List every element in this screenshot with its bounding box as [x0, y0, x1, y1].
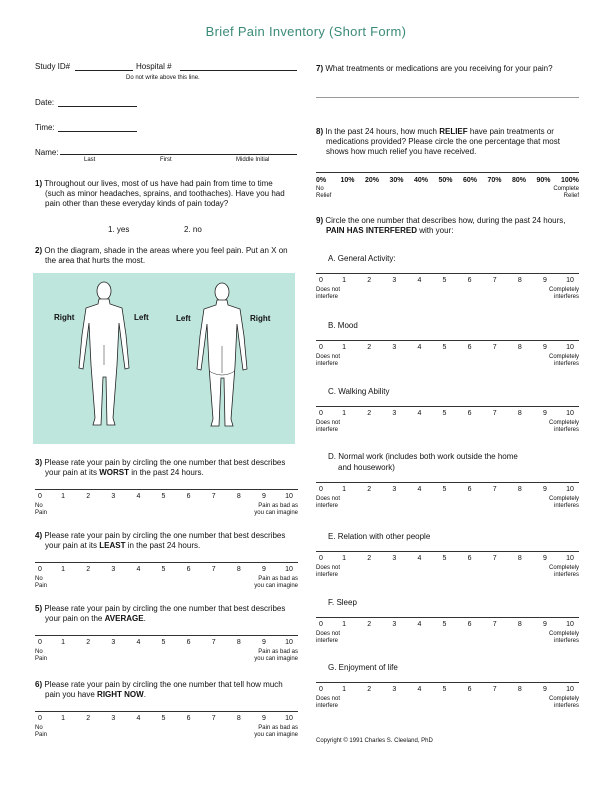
q9c-high-anchor-line1: Completely	[548, 420, 579, 426]
q9g-low-anchor-line1: Does not	[316, 696, 341, 702]
q9c-option-3[interactable]: 3	[392, 410, 397, 417]
q5-option-8[interactable]: 8	[236, 639, 241, 646]
q9e-high-anchor-line1: Completely	[548, 565, 579, 571]
q9d-option-7[interactable]: 7	[492, 486, 497, 493]
name-last-caption: Last	[84, 157, 96, 163]
q9c-low-anchor-line2: interfere	[316, 427, 339, 433]
q8-option-20pct[interactable]: 20%	[365, 177, 380, 184]
q8-low-anchor-line2: Relief	[316, 193, 332, 199]
q9-item-b-label-line1: B. Mood	[328, 321, 358, 330]
q4-high-anchor-line1: Pain as bad as	[258, 576, 298, 582]
q9d-option-0[interactable]: 0	[319, 486, 323, 493]
q9a-option-0[interactable]: 0	[319, 277, 323, 284]
q9d-option-4[interactable]: 4	[417, 486, 422, 493]
q6-option-10[interactable]: 10	[285, 715, 293, 722]
q9-item-b-label	[328, 320, 358, 331]
q3-option-6[interactable]: 6	[186, 493, 191, 500]
q9g-option-5[interactable]: 5	[442, 686, 447, 693]
q9f-option-9[interactable]: 9	[542, 621, 547, 628]
question-5: 5) Please rate your pain by circling the one number that best describes your pain on the AVERAGE.	[35, 604, 286, 623]
q4-option-0[interactable]: 0	[38, 566, 42, 573]
q9b-option-2[interactable]: 2	[367, 344, 372, 351]
q5-option-1[interactable]: 1	[61, 639, 66, 646]
q9d-low-anchor-line1: Does not	[316, 496, 341, 502]
q9e-high-anchor-line2: interferes	[553, 572, 579, 578]
q6-option-7[interactable]: 7	[211, 715, 216, 722]
q9-item-g-label-line1: G. Enjoyment of life	[328, 663, 398, 672]
q9a-option-6[interactable]: 6	[467, 277, 472, 284]
q9c-option-4[interactable]: 4	[417, 410, 422, 417]
q5-rating-scale[interactable]	[35, 639, 298, 667]
q1-option-yes[interactable]: 1. yes	[108, 225, 130, 234]
question-3: 3) Please rate your pain by circling the one number that best describes your pain at its WORST in the past 24 hours.	[35, 458, 286, 477]
q9a-option-5[interactable]: 5	[442, 277, 447, 284]
q9-item-g-divider	[316, 682, 579, 683]
q9e-option-4[interactable]: 4	[417, 555, 422, 562]
q9f-option-3[interactable]: 3	[392, 621, 397, 628]
q6-option-2[interactable]: 2	[86, 715, 91, 722]
q9-item-b-scale[interactable]	[316, 344, 579, 372]
q6-option-0[interactable]: 0	[38, 715, 42, 722]
q9d-option-9[interactable]: 9	[542, 486, 547, 493]
q5-high-anchor-line2: you can imagine	[254, 656, 298, 662]
hospital-label: Hospital #	[136, 62, 172, 71]
q9g-option-8[interactable]: 8	[517, 686, 522, 693]
q4-low-anchor	[35, 576, 47, 590]
q9-item-f-divider	[316, 617, 579, 618]
q4-low-anchor-line2: Pain	[35, 583, 48, 589]
q9e-option-5[interactable]: 5	[442, 555, 447, 562]
q9a-option-3[interactable]: 3	[392, 277, 397, 284]
q5-low-anchor-line1: No	[35, 649, 43, 655]
q9e-option-10[interactable]: 10	[566, 555, 574, 562]
q9-item-g-label	[328, 662, 398, 673]
q9g-option-10[interactable]: 10	[566, 686, 574, 693]
q9e-option-6[interactable]: 6	[467, 555, 472, 562]
q8-option-60pct[interactable]: 60%	[463, 177, 478, 184]
q9e-option-0[interactable]: 0	[319, 555, 323, 562]
q5-low-anchor	[35, 649, 47, 663]
q9a-low-anchor-line1: Does not	[316, 287, 341, 293]
q8-option-100pct[interactable]: 100%	[561, 177, 579, 184]
q9b-low-anchor-line2: interfere	[316, 361, 339, 367]
q3-high-anchor-line2: you can imagine	[254, 510, 298, 516]
q9-item-c-label	[328, 386, 390, 397]
q8-low-anchor-line1: No	[316, 186, 324, 192]
q9f-option-8[interactable]: 8	[517, 621, 522, 628]
body-outline-figures	[33, 273, 295, 444]
q9-item-c-scale[interactable]	[316, 410, 579, 438]
q9c-option-7[interactable]: 7	[492, 410, 497, 417]
q3-high-anchor	[254, 503, 298, 517]
q9e-low-anchor-line1: Does not	[316, 565, 341, 571]
q3-option-7[interactable]: 7	[211, 493, 216, 500]
q9d-option-1[interactable]: 1	[342, 486, 347, 493]
q9e-option-8[interactable]: 8	[517, 555, 522, 562]
q4-option-10[interactable]: 10	[285, 566, 293, 573]
name-field[interactable]	[60, 154, 297, 155]
q5-option-0[interactable]: 0	[38, 639, 42, 646]
q3-divider	[35, 489, 298, 490]
q9b-low-anchor	[316, 354, 340, 368]
question-6: 6) Please rate your pain by circling the one number that tell how much pain you have RIGHT NOW.	[35, 680, 283, 699]
q4-option-7[interactable]: 7	[211, 566, 216, 573]
q9-item-g-scale[interactable]	[316, 686, 579, 714]
q3-low-anchor	[35, 503, 47, 517]
q3-option-8[interactable]: 8	[236, 493, 241, 500]
q9a-option-4[interactable]: 4	[417, 277, 422, 284]
q9e-option-9[interactable]: 9	[542, 555, 547, 562]
q9b-option-10[interactable]: 10	[566, 344, 574, 351]
q9f-low-anchor-line1: Does not	[316, 631, 341, 637]
q8-option-30pct[interactable]: 30%	[389, 177, 404, 184]
q3-rating-scale[interactable]	[35, 493, 298, 521]
q3-option-9[interactable]: 9	[261, 493, 266, 500]
q6-divider	[35, 711, 298, 712]
q9c-option-1[interactable]: 1	[342, 410, 347, 417]
q4-option-3[interactable]: 3	[111, 566, 116, 573]
q4-option-5[interactable]: 5	[161, 566, 166, 573]
q3-option-10[interactable]: 10	[285, 493, 293, 500]
q6-option-5[interactable]: 5	[161, 715, 166, 722]
q6-high-anchor-line1: Pain as bad as	[258, 725, 298, 731]
q9d-option-3[interactable]: 3	[392, 486, 397, 493]
q9a-option-10[interactable]: 10	[566, 277, 574, 284]
q8-option-50pct[interactable]: 50%	[438, 177, 453, 184]
q9-item-d-label-line2: and housework)	[338, 463, 395, 472]
q8-relief-scale[interactable]	[316, 177, 579, 205]
body-diagram[interactable]	[33, 273, 295, 444]
q9e-option-2[interactable]: 2	[367, 555, 372, 562]
q9-item-d-divider	[316, 482, 579, 483]
q9g-high-anchor	[549, 696, 579, 710]
study-id-label: Study ID#	[35, 62, 71, 71]
q9d-option-10[interactable]: 10	[566, 486, 574, 493]
q9-item-e-label-line1: E. Relation with other people	[328, 532, 431, 541]
q9f-option-10[interactable]: 10	[566, 621, 574, 628]
q9f-option-1[interactable]: 1	[342, 621, 347, 628]
q9-item-d-label-line1: D. Normal work (includes both work outside the home	[328, 452, 518, 461]
q5-option-5[interactable]: 5	[161, 639, 166, 646]
q8-option-10pct[interactable]: 10%	[340, 177, 355, 184]
q9b-high-anchor	[549, 354, 579, 368]
q6-option-3[interactable]: 3	[111, 715, 116, 722]
q9g-high-anchor-line2: interferes	[553, 703, 579, 709]
q9a-high-anchor	[549, 287, 579, 301]
hospital-field[interactable]	[180, 70, 297, 71]
q9b-option-9[interactable]: 9	[542, 344, 547, 351]
q9g-option-0[interactable]: 0	[319, 686, 323, 693]
q9c-low-anchor	[316, 420, 340, 434]
front-right-label: Right	[54, 313, 75, 322]
q9a-option-1[interactable]: 1	[342, 277, 347, 284]
back-right-label: Right	[250, 314, 271, 323]
q9d-low-anchor-line2: interfere	[316, 503, 339, 509]
q9f-high-anchor-line2: interferes	[553, 638, 579, 644]
q4-high-anchor-line2: you can imagine	[254, 583, 298, 589]
q6-low-anchor-line2: Pain	[35, 732, 48, 738]
q9g-option-4[interactable]: 4	[417, 686, 422, 693]
q9a-low-anchor	[316, 287, 340, 301]
q9c-option-2[interactable]: 2	[367, 410, 372, 417]
q9c-option-9[interactable]: 9	[542, 410, 547, 417]
q9-item-e-divider	[316, 551, 579, 552]
q9g-option-2[interactable]: 2	[367, 686, 372, 693]
q5-high-anchor	[254, 649, 298, 663]
question-9: 9) Circle the one number that describes how, during the past 24 hours, PAIN HAS INTERFERED with your:	[316, 216, 566, 235]
q4-high-anchor	[254, 576, 298, 590]
q9f-option-0[interactable]: 0	[319, 621, 323, 628]
q5-option-10[interactable]: 10	[285, 639, 293, 646]
q4-option-2[interactable]: 2	[86, 566, 91, 573]
q9g-option-9[interactable]: 9	[542, 686, 547, 693]
q9g-option-1[interactable]: 1	[342, 686, 347, 693]
q9-item-c-divider	[316, 406, 579, 407]
q9b-low-anchor-line1: Does not	[316, 354, 341, 360]
q9-item-e-label	[328, 531, 430, 542]
q6-option-8[interactable]: 8	[236, 715, 241, 722]
q9-item-a-label-line1: A. General Activity:	[328, 254, 396, 263]
q9a-high-anchor-line2: interferes	[553, 294, 579, 300]
q9a-low-anchor-line2: interfere	[316, 294, 339, 300]
q9c-high-anchor-line2: interferes	[553, 427, 579, 433]
question-4: 4) Please rate your pain by circling the one number that best describes your pain at its LEAST in the past 24 hours.	[35, 531, 286, 550]
q3-high-anchor-line1: Pain as bad as	[258, 503, 298, 509]
question-2: 2) On the diagram, shade in the areas where you feel pain. Put an X on the area that hurts the most.	[35, 246, 288, 265]
name-first-caption: First	[160, 157, 172, 163]
q8-option-80pct[interactable]: 80%	[512, 177, 527, 184]
q9-item-d-label	[328, 451, 518, 473]
q8-low-anchor	[316, 186, 331, 200]
q9b-option-4[interactable]: 4	[417, 344, 422, 351]
q9b-high-anchor-line2: interferes	[553, 361, 579, 367]
q9c-option-8[interactable]: 8	[517, 410, 522, 417]
q6-option-1[interactable]: 1	[61, 715, 66, 722]
date-label: Date:	[35, 98, 55, 107]
q9f-low-anchor	[316, 631, 340, 645]
q3-option-5[interactable]: 5	[161, 493, 166, 500]
q3-option-1[interactable]: 1	[61, 493, 66, 500]
question-8: 8) In the past 24 hours, how much RELIEF have pain treatments or medications provided? Please circle the one percentage that most shows how much relief you have received.	[316, 127, 560, 156]
q5-divider	[35, 635, 298, 636]
study-id-field[interactable]	[75, 70, 133, 71]
q4-option-8[interactable]: 8	[236, 566, 241, 573]
q6-low-anchor-line1: No	[35, 725, 43, 731]
q4-low-anchor-line1: No	[35, 576, 43, 582]
q9g-option-6[interactable]: 6	[467, 686, 472, 693]
back-left-label: Left	[176, 314, 191, 323]
copyright: Copyright © 1991 Charles S. Cleeland, PhD	[316, 738, 433, 744]
q3-option-2[interactable]: 2	[86, 493, 91, 500]
q9-item-f-label-line1: F. Sleep	[328, 598, 357, 607]
q9c-option-6[interactable]: 6	[467, 410, 472, 417]
q9a-option-9[interactable]: 9	[542, 277, 547, 284]
q6-option-6[interactable]: 6	[186, 715, 191, 722]
q9a-option-8[interactable]: 8	[517, 277, 522, 284]
q4-option-1[interactable]: 1	[61, 566, 66, 573]
q8-divider	[316, 172, 579, 173]
q9-item-a-divider	[316, 273, 579, 274]
q3-low-anchor-line1: No	[35, 503, 43, 509]
q5-option-6[interactable]: 6	[186, 639, 191, 646]
q9-item-e-scale[interactable]	[316, 555, 579, 583]
q9f-high-anchor-line1: Completely	[548, 631, 579, 637]
q9a-option-2[interactable]: 2	[367, 277, 372, 284]
q9f-option-2[interactable]: 2	[367, 621, 372, 628]
q9f-option-5[interactable]: 5	[442, 621, 447, 628]
q8-option-70pct[interactable]: 70%	[487, 177, 502, 184]
q3-option-0[interactable]: 0	[38, 493, 42, 500]
q9-item-b-divider	[316, 340, 579, 341]
q9-item-f-scale[interactable]	[316, 621, 579, 649]
q9d-low-anchor	[316, 496, 340, 510]
q5-option-2[interactable]: 2	[86, 639, 91, 646]
q4-option-6[interactable]: 6	[186, 566, 191, 573]
q6-low-anchor	[35, 725, 47, 739]
q3-option-4[interactable]: 4	[136, 493, 141, 500]
q9g-option-3[interactable]: 3	[392, 686, 397, 693]
time-field[interactable]	[58, 131, 137, 132]
q5-option-4[interactable]: 4	[136, 639, 141, 646]
q5-high-anchor-line1: Pain as bad as	[258, 649, 298, 655]
q9g-high-anchor-line1: Completely	[548, 696, 579, 702]
q9g-option-7[interactable]: 7	[492, 686, 497, 693]
front-left-label: Left	[134, 313, 149, 322]
form-title: Brief Pain Inventory (Short Form)	[205, 24, 407, 39]
q9b-option-1[interactable]: 1	[342, 344, 347, 351]
q5-option-7[interactable]: 7	[211, 639, 216, 646]
q9b-option-7[interactable]: 7	[492, 344, 497, 351]
q9b-option-6[interactable]: 6	[467, 344, 472, 351]
q9d-high-anchor-line2: interferes	[553, 503, 579, 509]
q9c-low-anchor-line1: Does not	[316, 420, 341, 426]
admin-note: Do not write above this line.	[126, 75, 200, 81]
q6-rating-scale[interactable]	[35, 715, 298, 743]
q9e-high-anchor	[549, 565, 579, 579]
q9d-option-6[interactable]: 6	[467, 486, 472, 493]
q9e-option-3[interactable]: 3	[392, 555, 397, 562]
q8-high-anchor-line2: Relief	[563, 193, 579, 199]
q9e-low-anchor	[316, 565, 340, 579]
q5-option-9[interactable]: 9	[261, 639, 266, 646]
q9a-high-anchor-line1: Completely	[548, 287, 579, 293]
q9d-option-5[interactable]: 5	[442, 486, 447, 493]
q9b-option-8[interactable]: 8	[517, 344, 522, 351]
q4-option-4[interactable]: 4	[136, 566, 141, 573]
q9d-high-anchor-line1: Completely	[548, 496, 579, 502]
question-1: 1) Throughout our lives, most of us have had pain from time to time (such as minor headaches, sprains, and toothaches). Have you had pain other than these everyday kinds of pain today?	[35, 179, 285, 208]
q8-high-anchor-line1: Complete	[553, 186, 579, 192]
date-field[interactable]	[58, 106, 137, 107]
q9d-option-8[interactable]: 8	[517, 486, 522, 493]
q9c-option-0[interactable]: 0	[319, 410, 323, 417]
q1-option-no[interactable]: 2. no	[184, 225, 202, 234]
q9e-option-1[interactable]: 1	[342, 555, 347, 562]
q9g-low-anchor-line2: interfere	[316, 703, 339, 709]
q8-option-0pct[interactable]: 0%	[316, 177, 327, 184]
time-label: Time:	[35, 123, 55, 132]
q9-item-f-label	[328, 597, 357, 608]
q9f-low-anchor-line2: interfere	[316, 638, 339, 644]
q6-option-9[interactable]: 9	[261, 715, 266, 722]
q9f-option-6[interactable]: 6	[467, 621, 472, 628]
name-middle-caption: Middle Initial	[236, 157, 270, 163]
q9-item-a-label	[328, 253, 396, 264]
q8-option-40pct[interactable]: 40%	[414, 177, 429, 184]
q5-low-anchor-line2: Pain	[35, 656, 48, 662]
name-label: Name:	[35, 148, 59, 157]
q4-option-9[interactable]: 9	[261, 566, 266, 573]
q3-low-anchor-line2: Pain	[35, 510, 48, 516]
q7-answer-line[interactable]	[316, 97, 579, 98]
q8-option-90pct[interactable]: 90%	[536, 177, 551, 184]
q9f-option-4[interactable]: 4	[417, 621, 422, 628]
q9c-option-5[interactable]: 5	[442, 410, 447, 417]
q9c-option-10[interactable]: 10	[566, 410, 574, 417]
q9d-option-2[interactable]: 2	[367, 486, 372, 493]
q9-item-a-scale[interactable]	[316, 277, 579, 305]
q9e-low-anchor-line2: interfere	[316, 572, 339, 578]
q9-item-c-label-line1: C. Walking Ability	[328, 387, 390, 396]
question-7: 7) What treatments or medications are you receiving for your pain?	[316, 64, 553, 73]
q9f-high-anchor	[549, 631, 579, 645]
q9b-option-3[interactable]: 3	[392, 344, 397, 351]
q6-option-4[interactable]: 4	[136, 715, 141, 722]
q9a-option-7[interactable]: 7	[492, 277, 497, 284]
q6-high-anchor	[254, 725, 298, 739]
q3-option-3[interactable]: 3	[111, 493, 116, 500]
q5-option-3[interactable]: 3	[111, 639, 116, 646]
q9d-high-anchor	[549, 496, 579, 510]
q9-item-d-scale[interactable]	[316, 486, 579, 514]
q6-high-anchor-line2: you can imagine	[254, 732, 298, 738]
q4-divider	[35, 562, 298, 563]
q9b-option-5[interactable]: 5	[442, 344, 447, 351]
q9b-option-0[interactable]: 0	[319, 344, 323, 351]
q9g-low-anchor	[316, 696, 340, 710]
q4-rating-scale[interactable]	[35, 566, 298, 594]
q8-high-anchor	[553, 186, 579, 200]
q9b-high-anchor-line1: Completely	[548, 354, 579, 360]
q9e-option-7[interactable]: 7	[492, 555, 497, 562]
q9c-high-anchor	[549, 420, 579, 434]
q9f-option-7[interactable]: 7	[492, 621, 497, 628]
